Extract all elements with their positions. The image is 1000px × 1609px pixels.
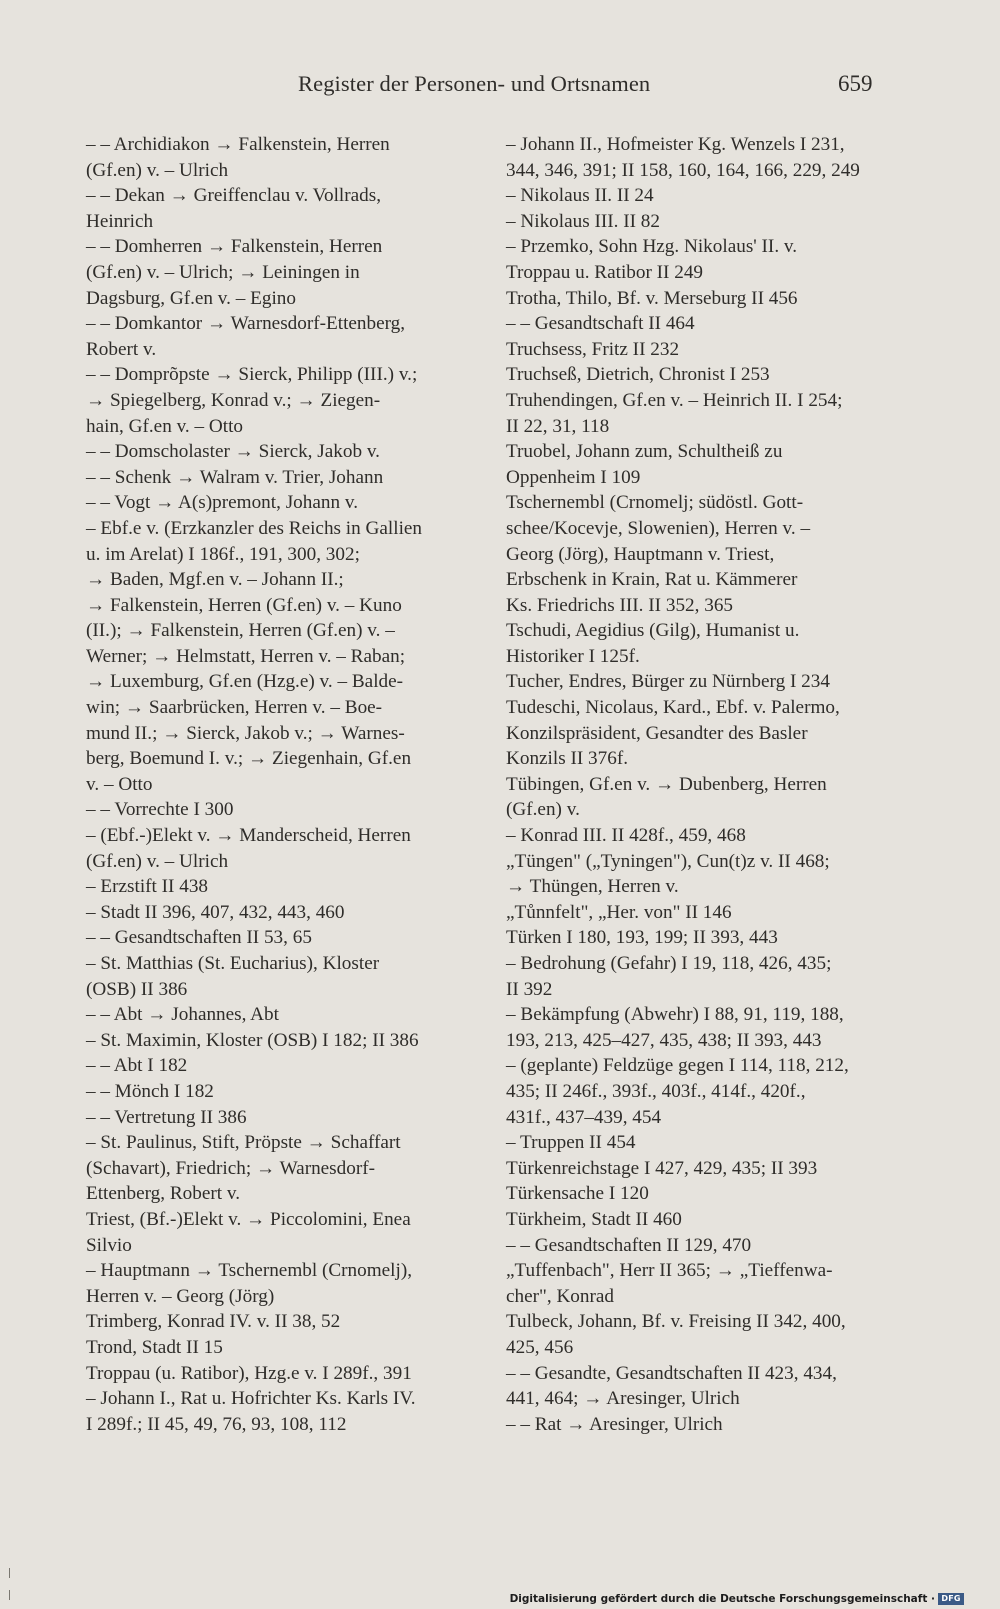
- index-entry-line: Trond, Stadt II 15: [86, 1336, 223, 1358]
- index-entry-line: – St. Matthias (St. Eucharius), Kloster: [86, 953, 380, 974]
- index-entry-line: II 22, 31, 118: [506, 415, 610, 437]
- index-entry-line: – – Vogt → A(s)premont, Johann v.: [86, 492, 358, 514]
- index-entry-line: 441, 464; → Aresinger, Ulrich: [506, 1388, 740, 1410]
- index-entry-line: – Johann I., Rat u. Hofrichter Ks. Karls IV.: [86, 1388, 416, 1410]
- index-entry-line: Truchseß, Dietrich, Chronist I 253: [506, 364, 770, 386]
- index-entry-line: – Przemko, Sohn Hzg. Nikolaus' II. v.: [506, 236, 798, 258]
- index-entry-line: Tschernembl (Crnomelj; südöstl. Gott-: [506, 492, 804, 514]
- index-entry-line: Herren v. – Georg (Jörg): [86, 1285, 275, 1307]
- index-entry-line: Tudeschi, Nicolaus, Kard., Ebf. v. Palermo,: [506, 697, 840, 719]
- index-entry-line: 431f., 437–439, 454: [506, 1106, 662, 1128]
- funding-notice-text: Digitalisierung gefördert durch die Deutsche Forschungsgemeinschaft ·: [509, 1593, 935, 1605]
- index-entry-line: Konzils II 376f.: [506, 748, 629, 770]
- index-entry-line: – – Domscholaster → Sierck, Jakob v.: [86, 441, 380, 463]
- page-title: Register der Personen- und Ortsnamen: [298, 71, 651, 96]
- index-entry-line: Historiker I 125f.: [506, 645, 640, 667]
- index-entry-line: – Nikolaus III. II 82: [506, 210, 660, 232]
- index-entry-line: – – Schenk → Walram v. Trier, Johann: [86, 466, 384, 488]
- index-entry-line: Tschudi, Aegidius (Gilg), Humanist u.: [506, 620, 800, 642]
- scan-margin-mark: [9, 1568, 10, 1578]
- index-entry-line: Dagsburg, Gf.en v. – Egino: [86, 287, 296, 309]
- index-entry-line: „Tůnnfelt", „Her. von" II 146: [506, 901, 732, 923]
- index-entry-line: – Bedrohung (Gefahr) I 19, 118, 426, 435;: [506, 953, 832, 974]
- scan-margin-mark: [9, 1590, 10, 1600]
- index-entry-line: – Hauptmann → Tschernembl (Crnomelj),: [86, 1260, 413, 1282]
- index-entry-line: (Gf.en) v. – Ulrich: [86, 850, 229, 872]
- index-entry-line: hain, Gf.en v. – Otto: [86, 415, 244, 437]
- index-entry-line: „Tüngen" („Tyningen"), Cun(t)z v. II 468;: [506, 850, 830, 872]
- index-entry-line: – – Rat → Aresinger, Ulrich: [506, 1413, 723, 1435]
- index-entry-line: – St. Maximin, Kloster (OSB) I 182; II 386: [86, 1029, 419, 1051]
- index-entry-line: Robert v.: [86, 338, 157, 360]
- index-entry-line: – – Vorrechte I 300: [86, 799, 234, 821]
- index-entry-line: 435; II 246f., 393f., 403f., 414f., 420f.,: [506, 1080, 806, 1102]
- index-entry-line: → Luxemburg, Gf.en (Hzg.e) v. – Balde-: [86, 671, 404, 693]
- index-entry-line: Silvio: [86, 1234, 132, 1256]
- index-entry-line: Erbschenk in Krain, Rat u. Kämmerer: [506, 569, 798, 591]
- index-entry-line: schee/Kocevje, Slowenien), Herren v. –: [506, 517, 811, 539]
- index-entry-line: – – Domkantor → Warnesdorf-Ettenberg,: [86, 313, 406, 335]
- index-entry-line: Tulbeck, Johann, Bf. v. Freising II 342, 400,: [506, 1311, 846, 1333]
- index-entry-line: – – Archidiakon → Falkenstein, Herren: [86, 134, 390, 155]
- index-entry-line: Heinrich: [86, 210, 154, 232]
- index-entry-line: Georg (Jörg), Hauptmann v. Triest,: [506, 543, 775, 565]
- index-entry-line: Troppau (u. Ratibor), Hzg.e v. I 289f., 391: [86, 1362, 412, 1384]
- index-entry-line: II 392: [506, 978, 553, 1000]
- index-entry-line: – – Domherren → Falkenstein, Herren: [86, 236, 383, 258]
- index-entry-line: → Spiegelberg, Konrad v.; → Ziegen-: [86, 389, 381, 411]
- index-entry-line: Türkheim, Stadt II 460: [506, 1208, 682, 1230]
- index-entry-line: Oppenheim I 109: [506, 466, 641, 488]
- index-column-right: [506, 132, 906, 1437]
- index-entry-line: „Tuffenbach", Herr II 365; → „Tieffenwa-: [506, 1260, 833, 1282]
- index-entry-line: Türkensache I 120: [506, 1183, 649, 1205]
- index-entry-line: – – Abt → Johannes, Abt: [86, 1004, 279, 1026]
- running-header: [0, 71, 1000, 105]
- index-entry-line: I 289f.; II 45, 49, 76, 93, 108, 112: [86, 1413, 347, 1435]
- index-entry-line: – – Dekan → Greiffenclau v. Vollrads,: [86, 185, 382, 207]
- index-entry-line: win; → Saarbrücken, Herren v. – Boe-: [86, 697, 383, 719]
- index-entry-line: (OSB) II 386: [86, 978, 188, 1000]
- index-entry-line: – Konrad III. II 428f., 459, 468: [506, 825, 746, 847]
- index-column-left: [86, 132, 482, 1437]
- index-entry-line: – – Gesandtschaften II 129, 470: [506, 1234, 752, 1256]
- index-entry-line: → Baden, Mgf.en v. – Johann II.;: [86, 569, 344, 591]
- index-entry-line: – Ebf.e v. (Erzkanzler des Reichs in Gallien: [86, 517, 423, 539]
- index-entry-line: berg, Boemund I. v.; → Ziegenhain, Gf.en: [86, 748, 412, 770]
- index-entry-line: – Erzstift II 438: [86, 876, 209, 898]
- index-entry-line: cher", Konrad: [506, 1285, 614, 1307]
- index-entry-line: Troppau u. Ratibor II 249: [506, 261, 704, 283]
- index-entry-line: Truhendingen, Gf.en v. – Heinrich II. I 254;: [506, 389, 843, 411]
- index-entry-line: 193, 213, 425–427, 435, 438; II 393, 443: [506, 1029, 822, 1051]
- index-entry-line: (Gf.en) v.: [506, 799, 580, 821]
- index-entry-line: – Truppen II 454: [506, 1132, 636, 1154]
- index-entry-line: u. im Arelat) I 186f., 191, 300, 302;: [86, 543, 360, 565]
- dfg-logo: DFG: [938, 1593, 964, 1605]
- index-entry-line: – – Gesandtschaften II 53, 65: [86, 927, 312, 949]
- index-entry-line: 425, 456: [506, 1336, 574, 1358]
- index-entry-line: – – Gesandtschaft II 464: [506, 313, 695, 335]
- index-entry-line: – – Vertretung II 386: [86, 1106, 247, 1128]
- index-entry-line: (Schavart), Friedrich; → Warnesdorf-: [86, 1157, 376, 1179]
- index-entry-line: Türken I 180, 193, 199; II 393, 443: [506, 927, 778, 949]
- index-entry-line: Truchsess, Fritz II 232: [506, 338, 680, 360]
- index-entry-line: → Thüngen, Herren v.: [506, 876, 679, 898]
- index-entry-line: Werner; → Helmstatt, Herren v. – Raban;: [86, 645, 406, 667]
- index-entry-line: Trimberg, Konrad IV. v. II 38, 52: [86, 1311, 341, 1333]
- index-entry-line: mund II.; → Sierck, Jakob v.; → Warnes-: [86, 722, 405, 744]
- index-entry-line: – – Mönch I 182: [86, 1080, 214, 1102]
- index-entry-line: Tucher, Endres, Bürger zu Nürnberg I 234: [506, 671, 830, 693]
- index-entry-line: Konzilspräsident, Gesandter des Basler: [506, 722, 808, 744]
- index-entry-line: – Bekämpfung (Abwehr) I 88, 91, 119, 188,: [506, 1004, 844, 1026]
- page-number: 659: [838, 71, 873, 96]
- index-entry-line: 344, 346, 391; II 158, 160, 164, 166, 229, 249: [506, 159, 860, 181]
- index-entry-line: (Gf.en) v. – Ulrich; → Leiningen in: [86, 261, 360, 283]
- index-entry-line: (Gf.en) v. – Ulrich: [86, 159, 229, 181]
- index-entry-line: Ks. Friedrichs III. II 352, 365: [506, 594, 734, 616]
- index-entry-line: v. – Otto: [86, 773, 153, 795]
- index-entry-line: (II.); → Falkenstein, Herren (Gf.en) v. –: [86, 620, 395, 642]
- index-entry-line: – (geplante) Feldzüge gegen I 114, 118, 212,: [506, 1055, 849, 1077]
- index-entry-line: Ettenberg, Robert v.: [86, 1183, 240, 1205]
- index-entry-line: Trotha, Thilo, Bf. v. Merseburg II 456: [506, 287, 798, 309]
- index-entry-line: → Falkenstein, Herren (Gf.en) v. – Kuno: [86, 594, 402, 616]
- index-entry-line: – Nikolaus II. II 24: [506, 185, 654, 207]
- index-entry-line: Tübingen, Gf.en v. → Dubenberg, Herren: [506, 773, 827, 795]
- index-entry-line: – – Domprõpste → Sierck, Philipp (III.) v.;: [86, 364, 418, 386]
- index-entry-line: Türkenreichstage I 427, 429, 435; II 393: [506, 1157, 818, 1179]
- index-entry-line: Truobel, Johann zum, Schultheiß zu: [506, 441, 783, 463]
- index-entry-line: Triest, (Bf.-)Elekt v. → Piccolomini, Enea: [86, 1208, 411, 1230]
- index-entry-line: – – Gesandte, Gesandtschaften II 423, 434,: [506, 1362, 837, 1384]
- funding-notice: [510, 1593, 964, 1605]
- index-entry-line: – (Ebf.-)Elekt v. → Manderscheid, Herren: [86, 825, 411, 847]
- index-entry-line: – St. Paulinus, Stift, Pröpste → Schaffart: [86, 1132, 401, 1154]
- index-entry-line: – Stadt II 396, 407, 432, 443, 460: [86, 901, 345, 923]
- index-entry-line: – Johann II., Hofmeister Kg. Wenzels I 231,: [506, 134, 845, 155]
- index-entry-line: – – Abt I 182: [86, 1055, 188, 1077]
